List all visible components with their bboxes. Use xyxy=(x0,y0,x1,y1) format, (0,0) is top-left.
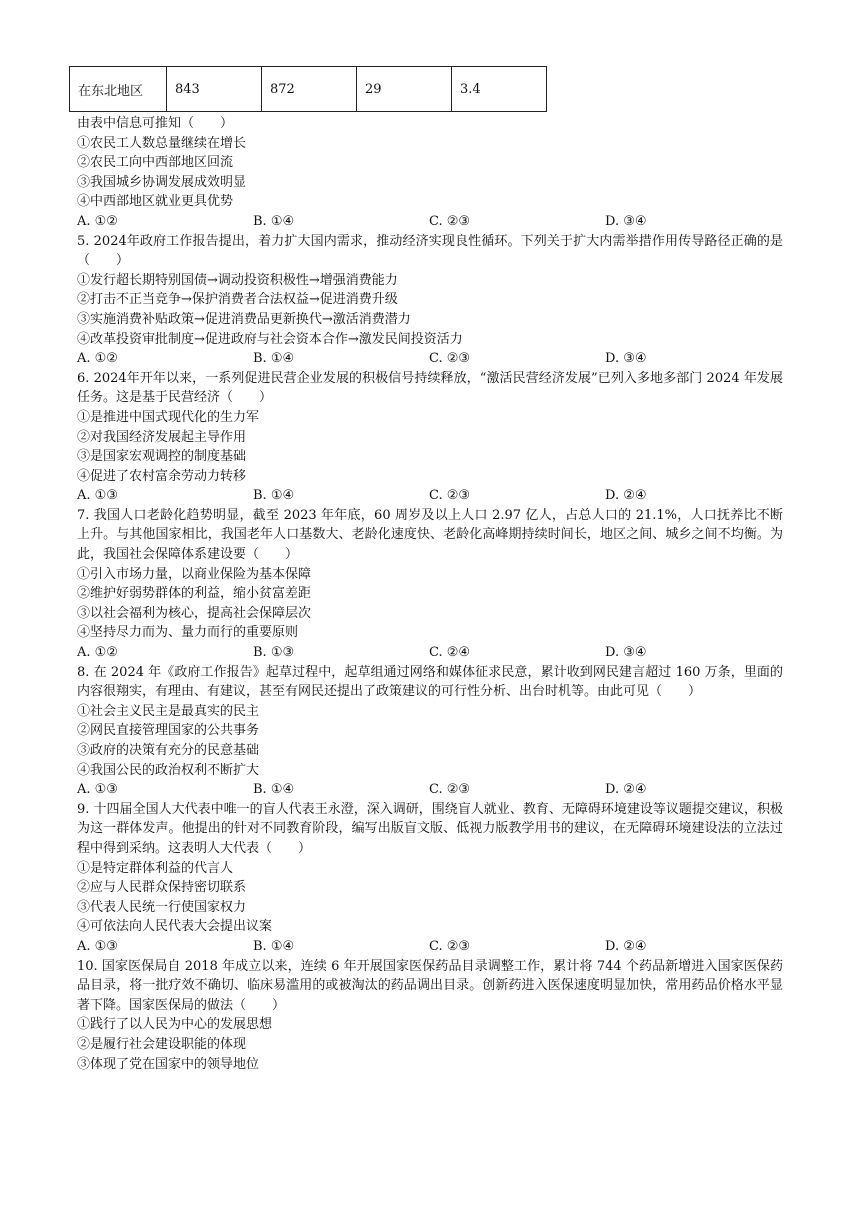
data-table xyxy=(69,66,547,112)
question-stem: 9. 十四届全国人大代表中唯一的盲人代表王永澄，深入调研，围绕盲人就业、教育、无障碍环境建设等议题提交建议，积极为这一群体发声。他提出的针对不同教育阶段，编写出版盲文版、低视力版教学用书的建议，在无障碍环境建设法的立法过程中得到采纳。这表明人大代表（ ） xyxy=(77,801,783,856)
question-4 xyxy=(77,114,783,232)
statement: ①是特定群体利益的代言人 xyxy=(77,860,234,876)
option-c: C. ②③ xyxy=(429,213,471,229)
option-a: A. ①③ xyxy=(77,782,118,798)
statement: ①社会主义民主是最真实的民主 xyxy=(77,703,260,719)
statement: ③代表人民统一行使国家权力 xyxy=(77,899,247,915)
statement: ③实施消费补贴政策→促进消费品更新换代→激活消费潜力 xyxy=(77,311,411,327)
question-10 xyxy=(77,957,783,1075)
option-a: A. ①② xyxy=(77,213,118,229)
statement: ③体现了党在国家中的领导地位 xyxy=(77,1056,260,1072)
table-cell: 843 xyxy=(167,67,262,112)
question-stem: 5. 2024年政府工作报告提出，着力扩大国内需求，推动经济实现良性循环。下列关于扩大内需举措作用传导路径正确的是（ ） xyxy=(77,233,783,269)
table-cell: 3.4 xyxy=(452,67,547,112)
answer-options xyxy=(77,780,783,800)
option-c: C. ②④ xyxy=(429,645,471,661)
option-d: D. ③④ xyxy=(605,213,647,229)
option-b: B. ①④ xyxy=(253,488,295,504)
question-stem: 10. 国家医保局自 2018 年成立以来，连续 6 年开展国家医保药品目录调整工作，累计将 744 个药品新增进入国家医保药品目录，将一批疗效不确切、临床易滥用的或被淘汰的药品调出目录。创新药进入医保速度明显加快，常用药品价格水平显著下降。国家医保局的做法（ ） xyxy=(77,958,783,1013)
option-a: A. ①③ xyxy=(77,488,118,504)
answer-options xyxy=(77,937,783,957)
question-9 xyxy=(77,800,783,957)
option-c: C. ②③ xyxy=(429,938,471,954)
statement: ④促进了农村富余劳动力转移 xyxy=(77,468,247,484)
answer-options xyxy=(77,643,783,663)
option-d: D. ③④ xyxy=(605,645,647,661)
table-row xyxy=(70,67,547,112)
option-a: A. ①② xyxy=(77,351,118,367)
statement: ③政府的决策有充分的民意基础 xyxy=(77,743,260,758)
option-d: D. ③④ xyxy=(605,351,647,367)
statement: ②应与人民群众保持密切联系 xyxy=(77,880,247,896)
option-c: C. ②③ xyxy=(429,782,471,798)
question-5 xyxy=(77,232,783,369)
answer-options xyxy=(77,486,783,506)
option-a: A. ①② xyxy=(77,645,118,661)
statement: ①发行超长期特别国债→调动投资积极性→增强消费能力 xyxy=(77,272,398,288)
option-b: B. ①④ xyxy=(253,782,295,798)
option-d: D. ②④ xyxy=(605,782,647,798)
question-stem: 7. 我国人口老龄化趋势明显，截至 2023 年年底，60 周岁及以上人口 2.97 亿人，占总人口的 21.1%，人口抚养比不断上升。与其他国家相比，我国老年人口基数大、老龄化速度快、老龄化高峰期持续时间长，地区之间、城乡之间不均衡。为此，我国社会保障体系建设要（ ） xyxy=(77,507,783,563)
option-d: D. ②④ xyxy=(605,938,647,954)
statement: ②是履行社会建设职能的体现 xyxy=(77,1036,247,1052)
statement: ④可依法向人民代表大会提出议案 xyxy=(77,919,273,935)
statement: ①引入市场力量，以商业保险为基本保障 xyxy=(77,566,312,582)
statement: ④改革投资审批制度→促进政府与社会资本合作→激发民间投资活力 xyxy=(77,331,463,347)
statement: ②打击不正当竞争→保护消费者合法权益→促进消费升级 xyxy=(77,292,398,308)
option-a: A. ①③ xyxy=(77,938,118,954)
statement: ③是国家宏观调控的制度基础 xyxy=(77,449,247,465)
statement: ②农民工向中西部地区回流 xyxy=(77,155,234,171)
option-d: D. ②④ xyxy=(605,488,647,504)
question-stem: 6. 2024年开年以来，一系列促进民营企业发展的积极信号持续释放，“激活民营经济发展”已列入多地多部门 2024 年发展任务。这是基于民营经济（ ） xyxy=(77,370,783,406)
table-cell: 872 xyxy=(262,67,357,112)
statement: ③我国城乡协调发展成效明显 xyxy=(77,174,247,190)
table-cell: 29 xyxy=(357,67,452,112)
table-cell: 在东北地区 xyxy=(70,67,167,112)
answer-options xyxy=(77,212,783,232)
statement: ②网民直接管理国家的公共事务 xyxy=(77,723,260,739)
question-list xyxy=(77,114,783,1074)
statement: ④中西部地区就业更具优势 xyxy=(77,194,234,210)
option-b: B. ①③ xyxy=(253,645,295,661)
question-stem: 由表中信息可推知（ ） xyxy=(77,116,234,131)
option-b: B. ①④ xyxy=(253,351,295,367)
statement: ②对我国经济发展起主导作用 xyxy=(77,429,247,445)
statement: ③以社会福利为核心，提高社会保障层次 xyxy=(77,605,312,621)
statement: ①践行了以人民为中心的发展思想 xyxy=(77,1017,273,1033)
question-8 xyxy=(77,663,783,800)
statement: ④坚持尽力而为、量力而行的重要原则 xyxy=(77,625,299,641)
statement: ④我国公民的政治权利不断扩大 xyxy=(77,762,260,778)
statement: ②维护好弱势群体的利益，缩小贫富差距 xyxy=(77,586,312,602)
answer-options xyxy=(77,349,783,369)
option-c: C. ②③ xyxy=(429,351,471,367)
question-7 xyxy=(77,506,783,663)
option-b: B. ①④ xyxy=(253,213,295,229)
question-stem: 8. 在 2024 年《政府工作报告》起草过程中，起草组通过网络和媒体征求民意，累计收到网民建言超过 160 万条，里面的内容很翔实，有理由、有建议，甚至有网民还提出了政策建议的可行性分析、出台时机等。由此可见（ ） xyxy=(77,664,783,700)
question-6 xyxy=(77,369,783,506)
option-c: C. ②③ xyxy=(429,488,471,504)
statement: ①农民工人数总量继续在增长 xyxy=(77,135,247,151)
option-b: B. ①④ xyxy=(253,938,295,954)
statement: ①是推进中国式现代化的生力军 xyxy=(77,409,260,425)
